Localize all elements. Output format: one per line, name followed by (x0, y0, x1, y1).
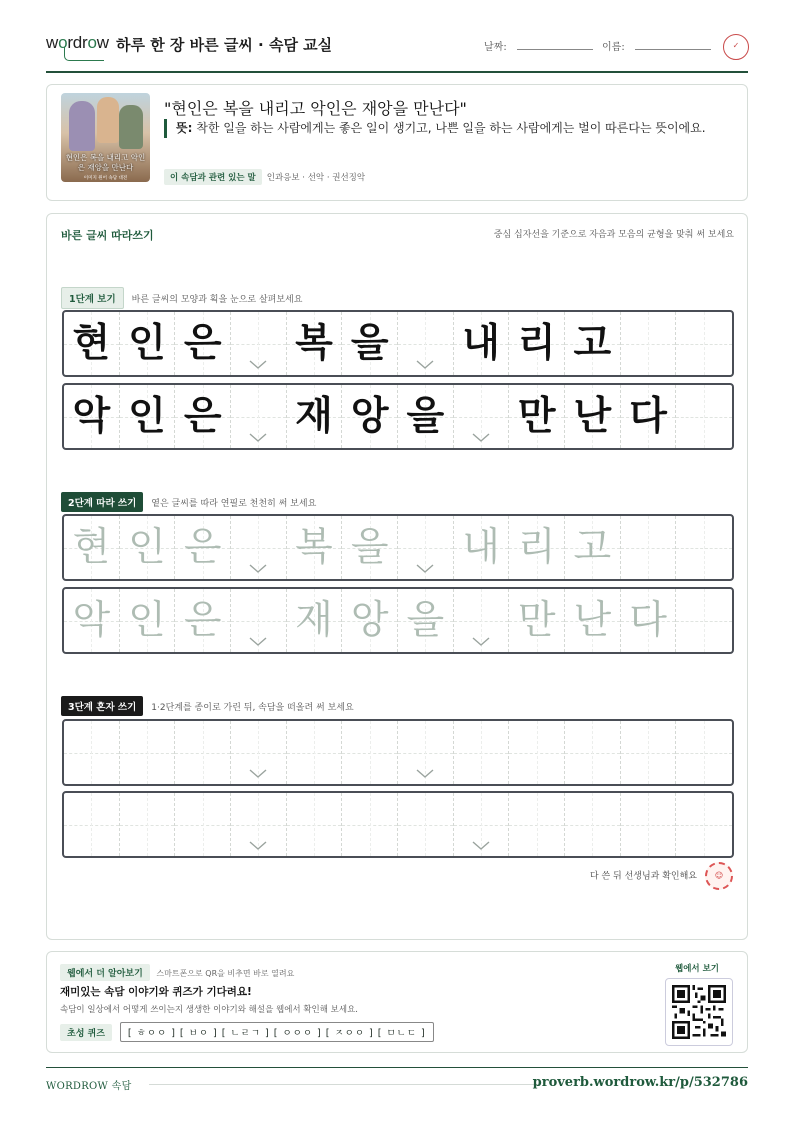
web-headline: 재미있는 속담 이야기와 퀴즈가 기다려요! (60, 986, 252, 998)
grid-cell[interactable] (398, 721, 454, 784)
grid-cell[interactable] (398, 793, 454, 856)
grid-character: 인 (128, 321, 166, 366)
grid-character: 고 (573, 321, 612, 366)
web-tag-note: 스마트폰으로 QR을 비추면 바로 열려요 (156, 969, 295, 978)
grid-cell[interactable] (621, 793, 677, 856)
grid-cell[interactable] (565, 721, 621, 784)
grid-cell[interactable] (565, 793, 621, 856)
grid-character: 인 (128, 598, 166, 643)
grid-character: 만 (517, 394, 556, 439)
space-mark-icon (249, 841, 267, 851)
grid-cell (676, 385, 732, 448)
grid-character: 현 (72, 525, 111, 570)
good-job-stamp-icon: ☺ (705, 862, 733, 890)
grid-cell (175, 312, 231, 375)
step2-row-2[interactable] (62, 587, 734, 654)
grid-character: 다 (629, 598, 667, 643)
grid-cell (676, 312, 732, 375)
practice-note: 중심 십자선을 기준으로 자음과 모음의 균형을 맞춰 써 보세요 (493, 230, 734, 240)
grid-cell[interactable] (342, 589, 398, 652)
grid-cell[interactable] (175, 589, 231, 652)
grid-cell[interactable] (175, 793, 231, 856)
grid-character: 은 (183, 394, 222, 439)
teacher-text: 다 쓴 뒤 선생님과 확인해요 (589, 871, 697, 882)
grid-character: 복 (295, 321, 333, 366)
web-card (46, 951, 748, 1053)
grid-character: 재 (295, 598, 333, 643)
grid-cell[interactable] (454, 793, 510, 856)
grid-cell[interactable] (676, 516, 732, 579)
grid-character: 악 (72, 394, 111, 439)
grid-cell[interactable] (565, 516, 621, 579)
grid-cell (509, 312, 565, 375)
grid-cell[interactable] (676, 793, 732, 856)
grid-cell[interactable] (565, 589, 621, 652)
grid-character: 은 (183, 525, 222, 570)
grid-cell[interactable] (342, 721, 398, 784)
grid-cell (120, 385, 176, 448)
proverb-card (46, 84, 748, 201)
grid-character: 악 (72, 598, 111, 643)
step3-badge: 3단계 혼자 쓰기 (61, 696, 143, 716)
grid-cell[interactable] (621, 589, 677, 652)
proverb-title: "현인은 복을 내리고 악인은 재앙을 만난다" (164, 99, 467, 118)
grid-cell[interactable] (231, 516, 287, 579)
grid-character: 은 (183, 598, 222, 643)
space-mark-icon (416, 769, 434, 779)
meaning-label: 뜻: (176, 121, 193, 135)
step3-header (61, 696, 354, 716)
space-mark-icon (249, 360, 267, 370)
grid-cell (342, 385, 398, 448)
grid-cell[interactable] (398, 589, 454, 652)
grid-cell (287, 312, 343, 375)
space-mark-icon (249, 433, 267, 443)
footer-brand: WORDROW 속담 (46, 1081, 132, 1092)
grid-cell[interactable] (231, 721, 287, 784)
grid-cell[interactable] (287, 516, 343, 579)
grid-cell (621, 312, 677, 375)
step1-row-1 (62, 310, 734, 377)
grid-cell[interactable] (64, 721, 120, 784)
grid-cell[interactable] (621, 721, 677, 784)
grid-character: 인 (128, 394, 166, 439)
grid-character: 다 (629, 394, 667, 439)
worksheet-title: 하루 한 장 바른 글씨 · 속담 교실 (116, 36, 333, 54)
grid-cell[interactable] (175, 516, 231, 579)
worksheet-header (46, 30, 748, 73)
web-tag-row (60, 964, 294, 981)
related-list: 인과응보 · 선악 · 권선징악 (266, 173, 366, 183)
grid-cell[interactable] (342, 793, 398, 856)
space-mark-icon (472, 841, 490, 851)
grid-cell[interactable] (231, 589, 287, 652)
teacher-check (590, 862, 733, 890)
footer-url[interactable]: proverb.wordrow.kr/p/532786 (532, 1075, 748, 1090)
grid-cell (398, 312, 454, 375)
space-mark-icon (249, 564, 267, 574)
related-tag: 이 속담과 관련 있는 말 (164, 169, 262, 185)
practice-card (46, 213, 748, 940)
grid-cell[interactable] (64, 516, 120, 579)
grid-cell[interactable] (454, 516, 510, 579)
grid-cell (175, 385, 231, 448)
grid-character: 리 (517, 321, 556, 366)
grid-character: 을 (406, 598, 445, 643)
grid-cell[interactable] (398, 516, 454, 579)
grid-character: 재 (295, 394, 333, 439)
space-mark-icon (472, 433, 490, 443)
grid-character: 난 (573, 394, 612, 439)
grid-cell[interactable] (287, 793, 343, 856)
proverb-illustration (61, 93, 150, 182)
grid-character: 을 (406, 394, 445, 439)
grid-character: 리 (517, 525, 556, 570)
grid-cell[interactable] (509, 793, 565, 856)
proverb-meaning (164, 119, 724, 138)
qr-label: 웹에서 보기 (674, 964, 719, 974)
meaning-text: 착한 일을 하는 사람에게는 좋은 일이 생기고, 나쁜 일을 하는 사람에게는 벌이 따른다는 뜻이에요. (196, 121, 706, 135)
check-seal-icon: ✓ (723, 34, 749, 60)
step2-badge: 2단계 따라 쓰기 (61, 492, 143, 512)
grid-cell (64, 385, 120, 448)
space-mark-icon (416, 564, 434, 574)
grid-cell[interactable] (621, 516, 677, 579)
grid-cell[interactable] (120, 516, 176, 579)
grid-cell (342, 312, 398, 375)
grid-character: 복 (295, 525, 333, 570)
grid-cell (287, 385, 343, 448)
quiz-label: 초성 퀴즈 (60, 1024, 112, 1041)
qr-code-icon[interactable] (665, 978, 733, 1046)
step3-desc: 1·2단계를 종이로 가린 뒤, 속담을 떠올려 써 보세요 (151, 703, 354, 713)
grid-cell[interactable] (231, 793, 287, 856)
step1-desc: 바른 글씨의 모양과 획을 눈으로 살펴보세요 (131, 295, 303, 305)
grid-cell[interactable] (454, 589, 510, 652)
grid-character: 인 (128, 525, 166, 570)
step2-row-1[interactable] (62, 514, 734, 581)
grid-character: 현 (72, 321, 111, 366)
step3-row-1[interactable] (62, 719, 734, 786)
grid-character: 만 (517, 598, 556, 643)
grid-cell[interactable] (676, 721, 732, 784)
quiz-row (60, 1022, 434, 1042)
step1-row-2 (62, 383, 734, 450)
grid-cell (398, 385, 454, 448)
illustration-caption: 현인은 복을 내리고 악인은 재앙을 만난다 (65, 153, 146, 172)
grid-cell (509, 385, 565, 448)
grid-character: 을 (350, 321, 389, 366)
grid-cell (565, 385, 621, 448)
space-mark-icon (416, 360, 434, 370)
grid-cell[interactable] (120, 793, 176, 856)
grid-cell[interactable] (64, 793, 120, 856)
related-words (164, 169, 365, 185)
grid-character: 은 (183, 321, 222, 366)
grid-cell (231, 312, 287, 375)
space-mark-icon (472, 637, 490, 647)
step1-badge: 1단계 보기 (61, 287, 124, 309)
grid-cell[interactable] (175, 721, 231, 784)
grid-cell (64, 312, 120, 375)
date-field[interactable] (484, 38, 593, 53)
practice-title: 바른 글씨 따라쓰기 (61, 229, 154, 242)
grid-cell[interactable] (287, 721, 343, 784)
grid-cell[interactable] (509, 589, 565, 652)
grid-character: 난 (573, 598, 612, 643)
step3-row-2[interactable] (62, 791, 734, 858)
illustration-subcaption: 이미지 원어 속담 대전 (83, 176, 128, 181)
grid-cell (565, 312, 621, 375)
step1-header (61, 287, 302, 309)
grid-cell (120, 312, 176, 375)
grid-cell[interactable] (120, 721, 176, 784)
grid-character: 고 (573, 525, 612, 570)
grid-cell[interactable] (509, 721, 565, 784)
grid-cell[interactable] (342, 516, 398, 579)
logo-underline (64, 47, 104, 61)
quiz-box[interactable]: [ ㅎㅇㅇ ] [ ㅂㅇ ] [ ㄴㄹㄱ ] [ ㅇㅇㅇ ] [ ㅈㅇㅇ ] [ ㅁㄴㄷ ] (120, 1022, 434, 1042)
name-field[interactable] (602, 38, 711, 53)
grid-cell[interactable] (454, 721, 510, 784)
footer-divider (149, 1084, 539, 1085)
grid-cell (454, 312, 510, 375)
grid-character: 내 (462, 525, 500, 570)
grid-character: 앙 (350, 598, 389, 643)
step2-desc: 옅은 글씨를 따라 연필로 천천히 써 보세요 (151, 499, 317, 509)
wordrow-logo: wordrow (46, 33, 109, 52)
space-mark-icon (249, 769, 267, 779)
step2-header (61, 492, 316, 512)
grid-cell[interactable] (64, 589, 120, 652)
web-desc: 속담이 일상에서 어떻게 쓰이는지 생생한 이야기와 해설을 웹에서 확인해 보세요. (60, 1005, 358, 1015)
web-tag: 웹에서 더 알아보기 (60, 964, 150, 981)
grid-cell (454, 385, 510, 448)
grid-character: 내 (462, 321, 500, 366)
name-label: 이름: (602, 42, 625, 53)
space-mark-icon (249, 637, 267, 647)
page-footer (46, 1067, 748, 1097)
date-label: 날짜: (484, 42, 507, 53)
grid-cell (231, 385, 287, 448)
grid-cell[interactable] (287, 589, 343, 652)
grid-character: 을 (350, 525, 389, 570)
grid-cell[interactable] (120, 589, 176, 652)
grid-character: 앙 (350, 394, 389, 439)
grid-cell (621, 385, 677, 448)
grid-cell[interactable] (676, 589, 732, 652)
grid-cell[interactable] (509, 516, 565, 579)
